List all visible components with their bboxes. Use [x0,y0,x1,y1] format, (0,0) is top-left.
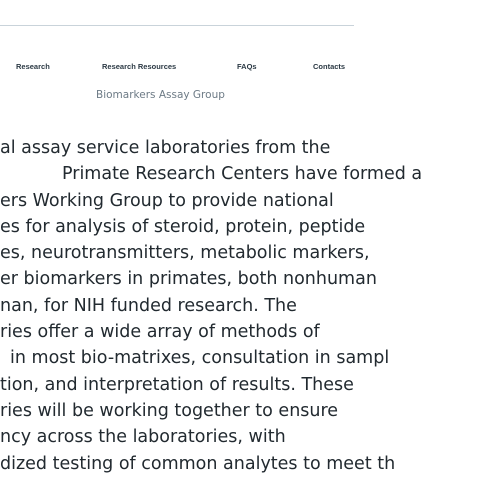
paragraph-line: ries offer a wide array of methods of [0,322,320,343]
intro-paragraph [0,135,423,474]
main-nav [0,62,354,76]
breadcrumb: Biomarkers Assay Group [96,89,225,101]
paragraph-line: al assay service laboratories from the [0,138,331,158]
paragraph-line: er biomarkers in primates, both nonhuman [0,269,377,290]
paragraph-line: es, neurotransmitters, metabolic markers, [0,243,370,264]
nav-item-research[interactable]: Research [16,62,50,71]
paragraph-line: ncy across the laboratories, with [0,427,286,448]
nav-item-faqs[interactable]: FAQs [237,62,257,71]
paragraph-line: nan, for NIH funded research. The [0,295,297,316]
header-divider [0,25,354,26]
paragraph-line: in most bio-matrixes, consultation in sampl [10,348,390,369]
paragraph-line: ries will be working together to ensure [0,400,339,421]
paragraph-line: Primate Research Centers have formed a [62,164,423,185]
paragraph-line: ers Working Group to provide national [0,190,334,211]
nav-item-contacts[interactable]: Contacts [313,62,346,71]
nav-item-research-resources[interactable]: Research Resources [102,62,177,71]
paragraph-line: es for analysis of steroid, protein, peptide [0,216,366,237]
paragraph-line: dized testing of common analytes to meet th [0,453,396,474]
paragraph-line: tion, and interpretation of results. These [0,374,354,395]
